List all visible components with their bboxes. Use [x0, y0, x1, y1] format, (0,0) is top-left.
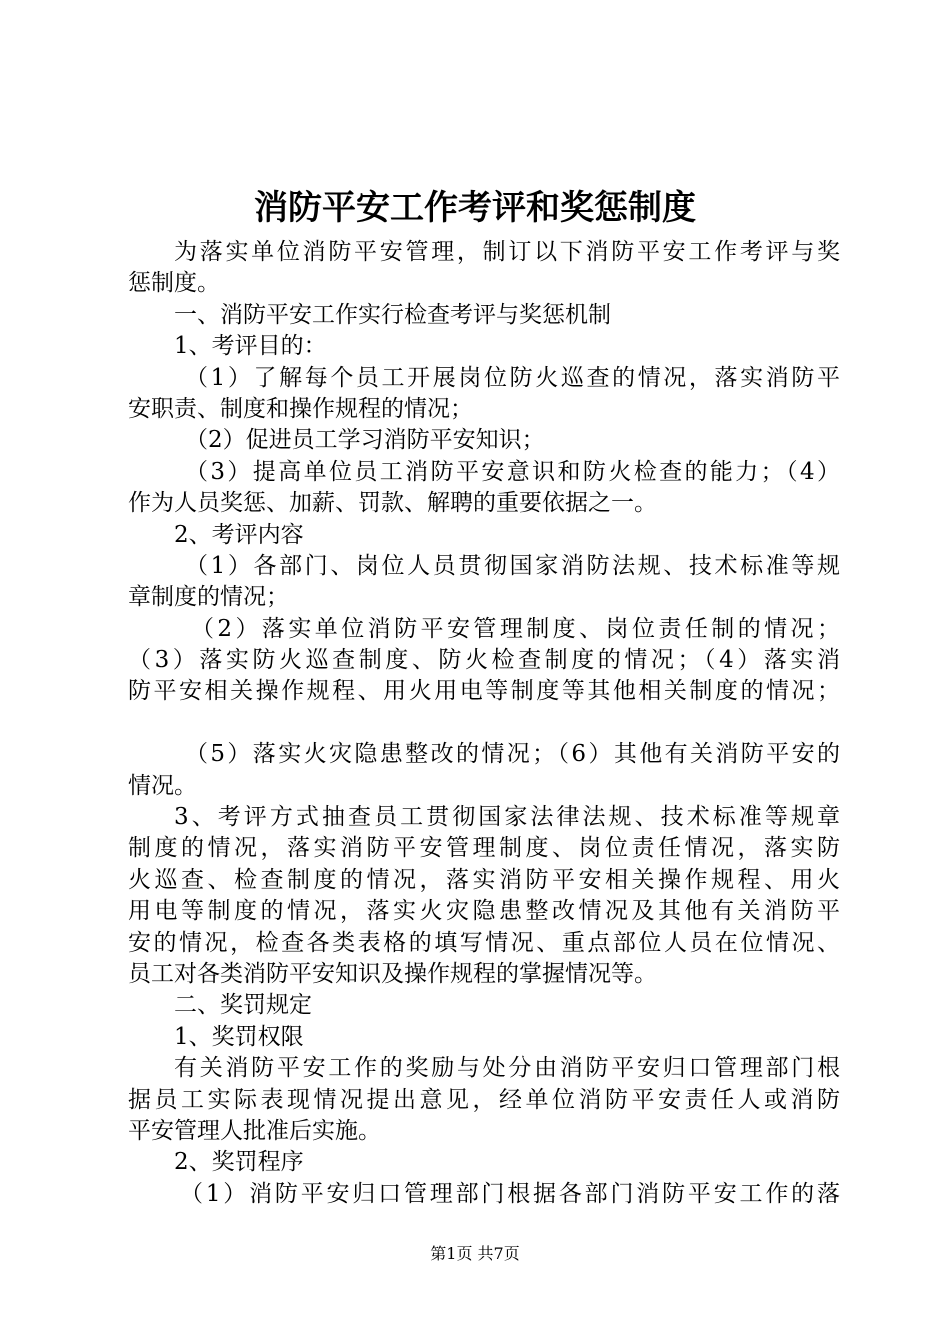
- paragraph-line: 情况。: [128, 772, 197, 799]
- paragraph-line: 作为人员奖惩、加薪、罚款、解聘的重要依据之一。: [128, 490, 657, 517]
- paragraph-line: 章制度的情况；: [128, 584, 289, 611]
- paragraph-line: 制度的情况，落实消防平安管理制度、岗位责任情况，落实防: [128, 835, 840, 862]
- paragraph-line: 据员工实际表现情况提出意见，经单位消防平安责任人或消防: [128, 1086, 840, 1113]
- paragraph-line: 用电等制度的情况，落实火灾隐患整改情况及其他有关消防平: [128, 898, 840, 925]
- page-footer: 第1页 共7页: [430, 1244, 520, 1263]
- paragraph-line: 安职责、制度和操作规程的情况；: [128, 395, 473, 422]
- document-title: 消防平安工作考评和奖惩制度: [254, 188, 696, 228]
- paragraph-line: （3）提高单位员工消防平安意识和防火检查的能力；（4）: [185, 458, 840, 485]
- subsection-heading: 2、奖罚程序: [174, 1149, 304, 1176]
- paragraph-line: （1）了解每个员工开展岗位防火巡查的情况，落实消防平: [185, 364, 840, 391]
- paragraph-line: 为落实单位消防平安管理，制订以下消防平安工作考评与奖: [174, 239, 840, 265]
- document-body: [128, 237, 840, 1210]
- subsection-heading: 2、考评内容: [174, 521, 304, 548]
- paragraph-line: 惩制度。: [128, 270, 220, 297]
- paragraph-line: 员工对各类消防平安知识及操作规程的掌握情况等。: [128, 960, 657, 987]
- blank-line: [128, 708, 840, 739]
- section-heading: 一、消防平安工作实行检查考评与奖惩机制: [174, 301, 611, 328]
- paragraph-line: （1）各部门、岗位人员贯彻国家消防法规、技术标准等规: [185, 552, 840, 579]
- paragraph-line: （2）促进员工学习消防平安知识；: [185, 427, 545, 454]
- paragraph-line: 3、考评方式抽查员工贯彻国家法律法规、技术标准等规章: [174, 804, 840, 831]
- paragraph-line: 平安管理人批准后实施。: [128, 1117, 381, 1144]
- paragraph-line: 火巡查、检查制度的情况，落实消防平安相关操作规程、用火: [128, 866, 840, 893]
- section-heading: 二、奖罚规定: [174, 992, 312, 1019]
- paragraph-line: （3）落实防火巡查制度、防火检查制度的情况；（4）落实消: [128, 647, 840, 674]
- paragraph-line: （1）消防平安归口管理部门根据各部门消防平安工作的落: [180, 1180, 840, 1207]
- subsection-heading: 1、考评目的：: [174, 333, 327, 360]
- paragraph-line: （2）落实单位消防平安管理制度、岗位责任制的情况；: [191, 615, 840, 642]
- subsection-heading: 1、奖罚权限: [174, 1023, 304, 1050]
- paragraph-line: 有关消防平安工作的奖励与处分由消防平安归口管理部门根: [174, 1055, 840, 1082]
- paragraph-line: 安的情况，检查各类表格的填写情况、重点部位人员在位情况、: [128, 929, 840, 956]
- paragraph-line: （5）落实火灾隐患整改的情况；（6）其他有关消防平安的: [185, 741, 840, 768]
- paragraph-line: 防平安相关操作规程、用火用电等制度等其他相关制度的情况；: [128, 678, 840, 705]
